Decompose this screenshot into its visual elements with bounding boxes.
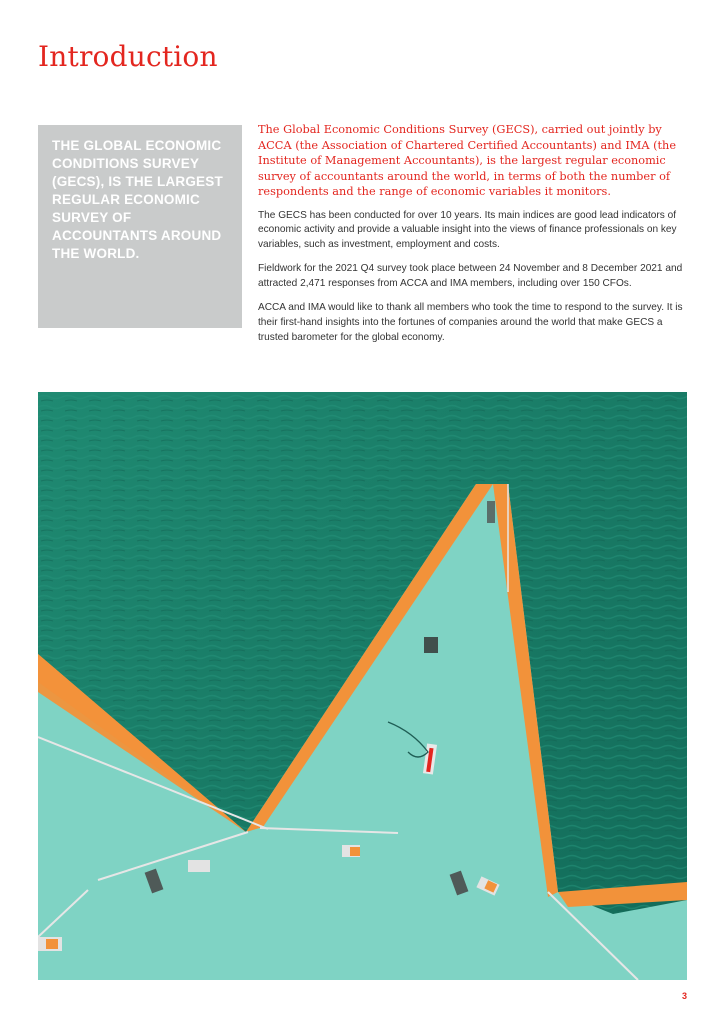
aerial-pier-photo [38, 392, 687, 980]
body-paragraph-2: Fieldwork for the 2021 Q4 survey took place between 24 November and 8 December 2021 and attracted 2,471 responses from ACCA and IMA members, including over 150 CFOs. [258, 263, 683, 289]
body-paragraph-1: The GECS has been conducted for over 10 years. Its main indices are good lead indicators of economic activity and provide a valuable insight into the views of finance professionals on key variables, such as investment, employment and costs. [258, 209, 677, 250]
pull-quote-text: THE GLOBAL ECONOMIC CONDITIONS SURVEY (GECS), IS THE LARGEST REGULAR ECONOMIC SURVEY OF ACCOUNTANTS AROUND THE WORLD. [52, 138, 223, 261]
body-paragraph-3: ACCA and IMA would like to thank all members who took the time to respond to the survey. It is their first-hand insights into the fortunes of companies around the world that make GECS a trusted barometer for the global economy. [258, 302, 683, 343]
body-column [258, 122, 688, 355]
lead-paragraph: The Global Economic Conditions Survey (GECS), carried out jointly by ACCA (the Association of Chartered Certified Accountants) and IMA (the Institute of Management Accountants), is the largest regular economic survey of accountants around the world, in terms of both the number of respondents and the range of economic variables it monitors. [258, 123, 677, 198]
pull-quote-box [38, 125, 242, 328]
page-title: Introduction [38, 40, 218, 73]
page-number: 3 [681, 991, 687, 1001]
